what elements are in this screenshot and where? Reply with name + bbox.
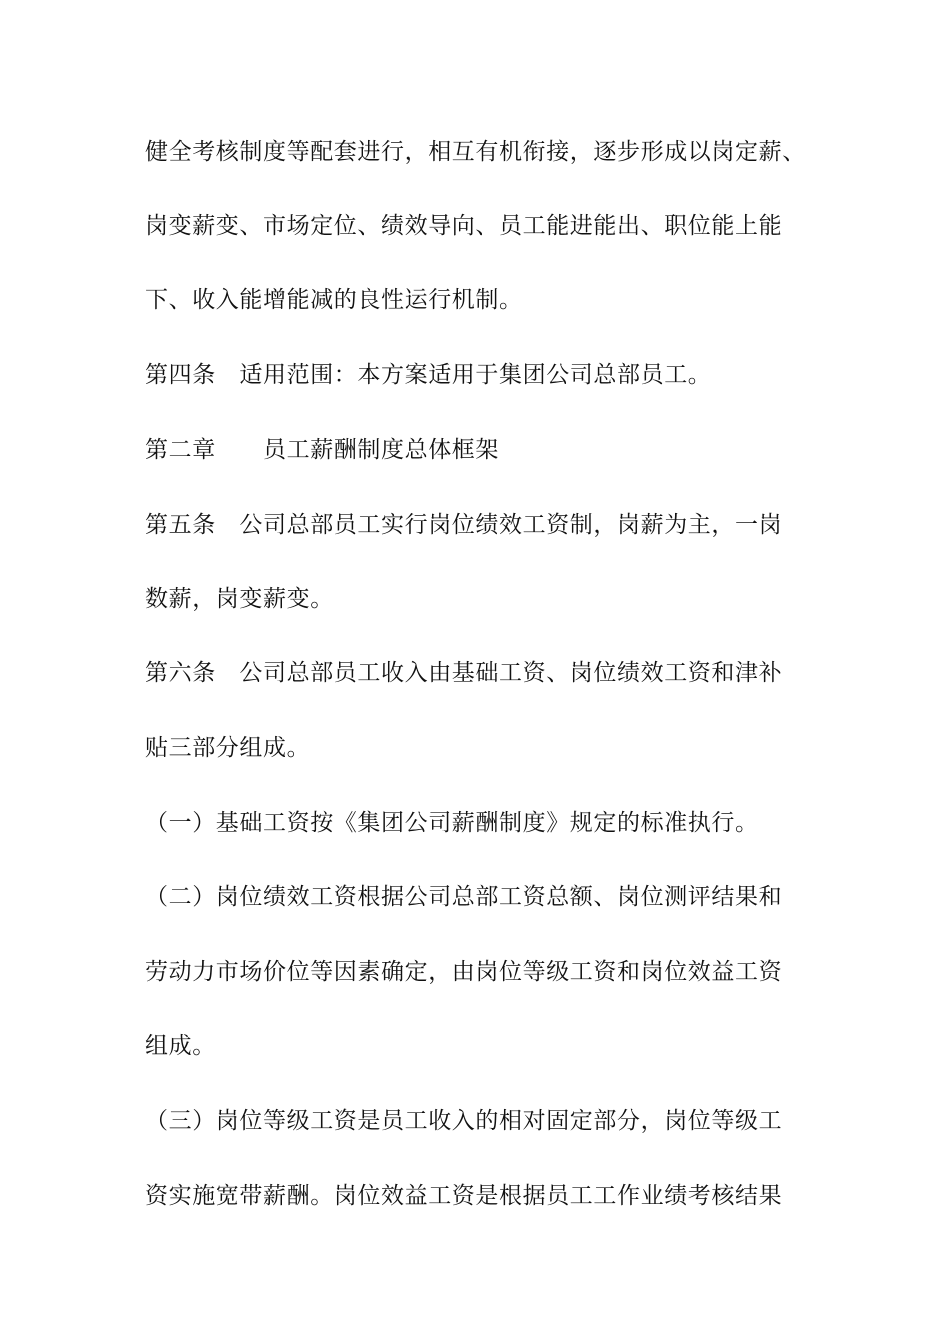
paragraph-line: 下、收入能增能减的良性运行机制。 [145,287,523,313]
list-item-line: （三）岗位等级工资是员工收入的相对固定部分，岗位等级工 [145,1108,783,1134]
list-item-line: （二）岗位绩效工资根据公司总部工资总额、岗位测评结果和 [145,884,783,910]
paragraph-line: 贴三部分组成。 [145,735,311,761]
article-line: 第六条 公司总部员工收入由基础工资、岗位绩效工资和津补 [145,660,783,686]
paragraph-line: 劳动力市场价位等因素确定，由岗位等级工资和岗位效益工资 [145,959,783,985]
paragraph-line: 数薪，岗变薪变。 [145,586,334,612]
chapter-heading: 第二章 员工薪酬制度总体框架 [145,437,499,463]
paragraph-line: 健全考核制度等配套进行，相互有机衔接，逐步形成以岗定薪、 [145,139,806,165]
list-item-line: （一）基础工资按《集团公司薪酬制度》规定的标准执行。 [145,810,759,836]
paragraph-line: 岗变薪变、市场定位、绩效导向、员工能进能出、职位能上能 [145,213,783,239]
paragraph-line: 组成。 [145,1033,216,1059]
article-line: 第五条 公司总部员工实行岗位绩效工资制，岗薪为主，一岗 [145,512,783,538]
paragraph-line: 资实施宽带薪酬。岗位效益工资是根据员工工作业绩考核结果 [145,1183,783,1209]
article-line: 第四条 适用范围：本方案适用于集团公司总部员工。 [145,362,712,388]
